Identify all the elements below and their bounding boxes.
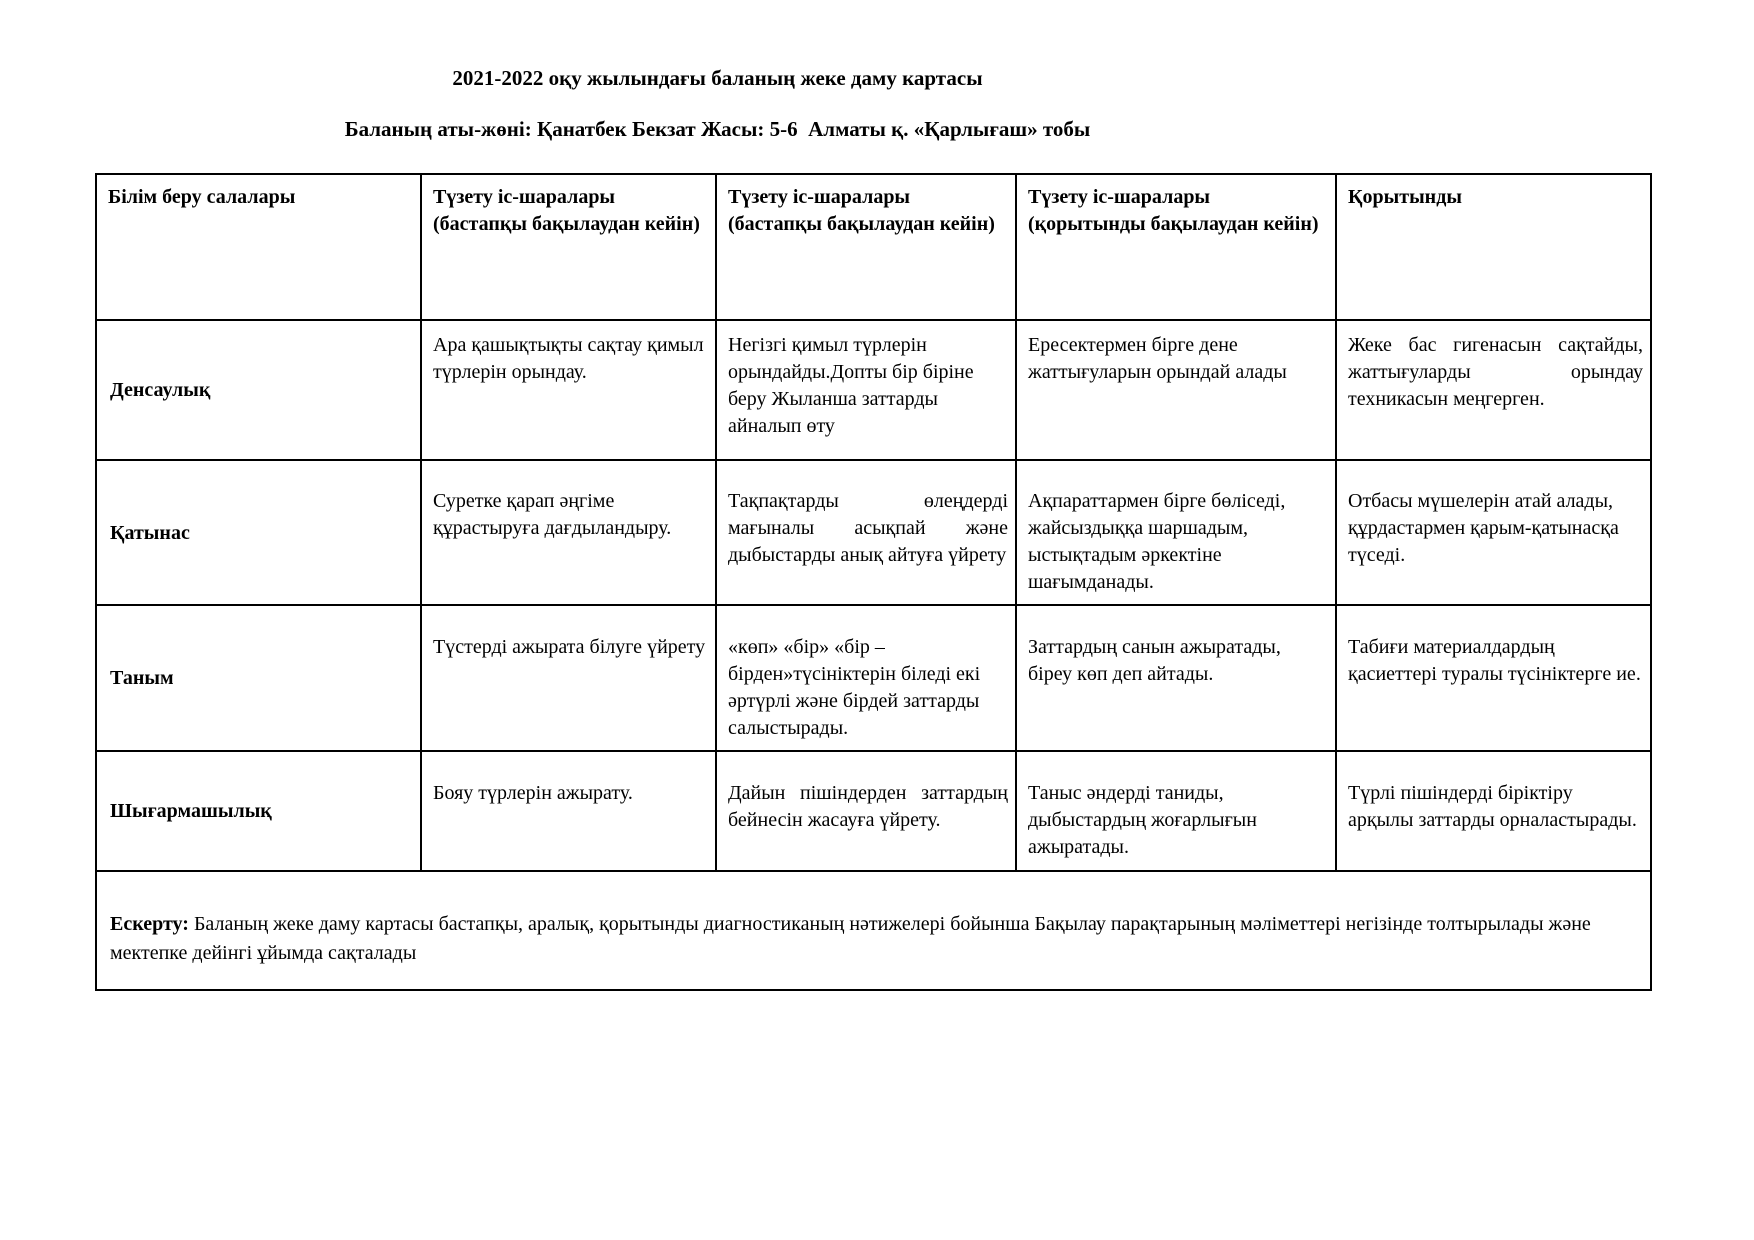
note-cell bbox=[96, 871, 1651, 990]
table-cell: Отбасы мүшелерін атай алады, құрдастармен қарым-қатынасқа түседі. bbox=[1336, 460, 1651, 605]
row-label-tanym: Таным bbox=[96, 605, 421, 751]
table-cell: Ересектермен бірге дене жаттығуларын орындай алады bbox=[1016, 320, 1336, 460]
page-subtitle: Баланың аты-жөні: Қанатбек Бекзат Жасы: 5-6 Алматы қ. «Қарлығаш» тобы bbox=[344, 117, 1091, 141]
table-cell: «көп» «бір» «бір – бірден»түсініктерін біледі екі әртүрлі және бірдей заттарды салыстырады. bbox=[716, 605, 1016, 751]
table-cell: Түрлі пішіндерді біріктіру арқылы заттарды орналастырады. bbox=[1336, 751, 1651, 871]
header-cell-correction-final: Түзету іс-шаралары (қорытынды бақылаудан кейін) bbox=[1016, 174, 1336, 320]
document-header bbox=[95, 0, 1340, 142]
table-cell: Ақпараттармен бірге бөліседі, жайсыздыққа шаршадым, ыстықтадым әркектіне шағымданады. bbox=[1016, 460, 1336, 605]
table-header-row bbox=[96, 174, 1651, 320]
row-label-densaulyk: Денсаулық bbox=[96, 320, 421, 460]
header-cell-result: Қорытынды bbox=[1336, 174, 1651, 320]
table-cell: Табиғи материалдардың қасиеттері туралы түсініктерге ие. bbox=[1336, 605, 1651, 751]
row-label-qatynas: Қатынас bbox=[96, 460, 421, 605]
table-cell: Жеке бас гигенасын сақтайды, жаттығуларды орындау техникасын меңгерген. bbox=[1336, 320, 1651, 460]
header-cell-education-areas: Білім беру салалары bbox=[96, 174, 421, 320]
header-cell-correction-initial-2: Түзету іс-шаралары (бастапқы бақылаудан кейін) bbox=[716, 174, 1016, 320]
note-label: Ескерту: bbox=[110, 913, 189, 935]
table-cell: Заттардың санын ажыратады, біреу көп деп айтады. bbox=[1016, 605, 1336, 751]
table-row-shygarmashylyq bbox=[96, 751, 1651, 871]
table-cell: Суретке қарап әңгіме құрастыруға дағдыландыру. bbox=[421, 460, 716, 605]
table-row-densaulyk bbox=[96, 320, 1651, 460]
table-cell: Таныс әндерді таниды, дыбыстардың жоғарлығын ажыратады. bbox=[1016, 751, 1336, 871]
table-note-row bbox=[96, 871, 1651, 990]
development-map-table bbox=[95, 173, 1652, 991]
table-cell: Тақпақтарды өлеңдерді мағыналы асықпай және дыбыстарды анық айтуға үйрету bbox=[716, 460, 1016, 605]
table-cell: Түстерді ажырата білуге үйрету bbox=[421, 605, 716, 751]
table-row-qatynas bbox=[96, 460, 1651, 605]
table-cell: Негізгі қимыл түрлерін орындайды.Допты бір біріне беру Жыланша заттарды айналып өту bbox=[716, 320, 1016, 460]
table-cell: Ара қашықтықты сақтау қимыл түрлерін орындау. bbox=[421, 320, 716, 460]
note-text: Баланың жеке даму картасы бастапқы, аралық, қорытынды диагностиканың нәтижелері бойынша Бақылау парақтарының мәліметтері негізінде толтырылады және мектепке дейінгі ұйымда сақталады bbox=[110, 913, 1591, 964]
table-cell: Дайын пішіндерден заттардың бейнесін жасауға үйрету. bbox=[716, 751, 1016, 871]
row-label-shygarmashylyq: Шығармашылық bbox=[96, 751, 421, 871]
page-title: 2021-2022 оқу жылындағы баланың жеке даму картасы bbox=[452, 66, 983, 90]
header-cell-correction-initial-1: Түзету іс-шаралары (бастапқы бақылаудан кейін) bbox=[421, 174, 716, 320]
table-cell: Бояу түрлерін ажырату. bbox=[421, 751, 716, 871]
table-row-tanym bbox=[96, 605, 1651, 751]
